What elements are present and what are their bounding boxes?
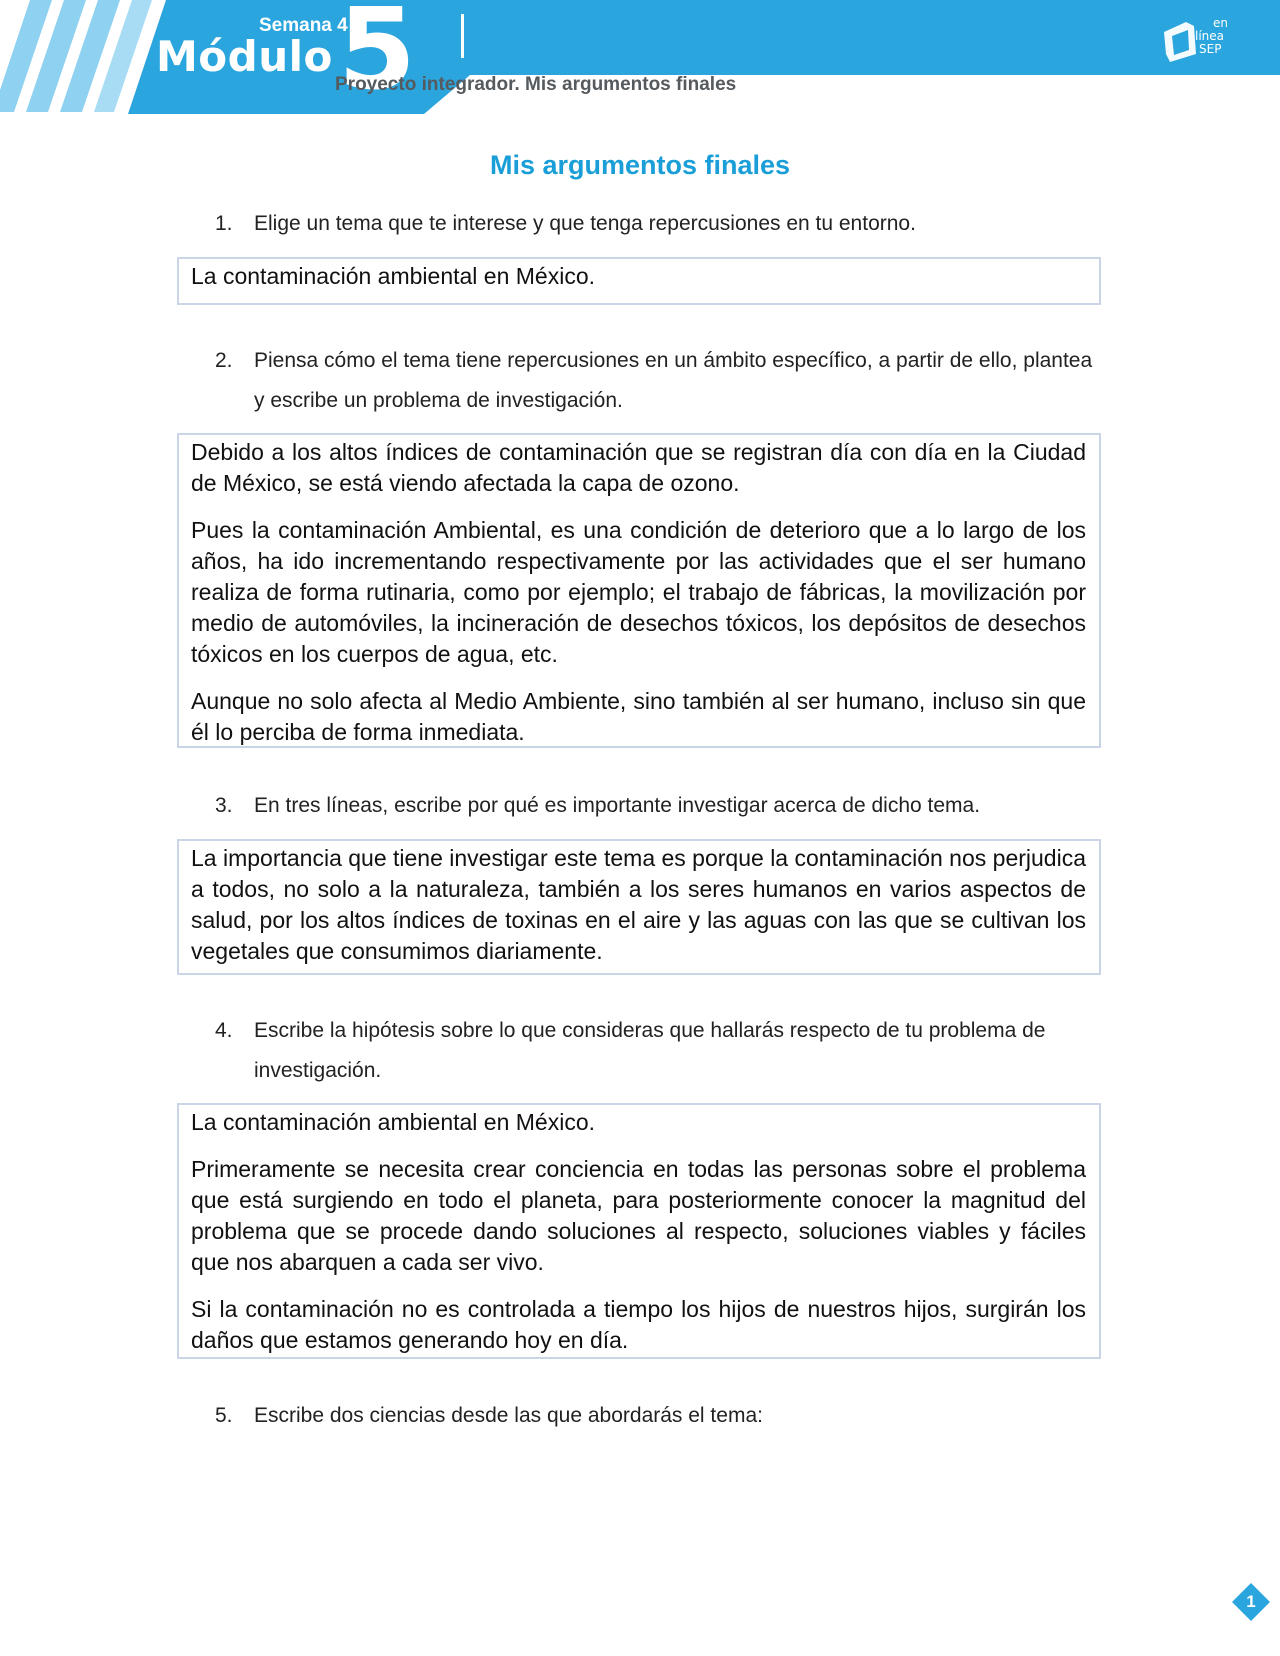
question-5 — [215, 1396, 1105, 1436]
answer-paragraph: Aunque no solo afecta al Medio Ambiente, sino también al ser humano, incluso sin que él lo perciba de forma inmediata. — [191, 688, 1086, 745]
question-number: 3. — [215, 794, 233, 817]
question-2 — [215, 341, 1105, 421]
answer-paragraph: La importancia que tiene investigar este tema es porque la contaminación nos perjudica a todos, no solo a la naturaleza, también a los seres humanos en varios aspectos de salud, por los altos índices de toxinas en el aire y las aguas con las que se cultivan los vegetales que consumimos diariamente. — [191, 845, 1086, 964]
question-text: Elige un tema que te interese y que tenga repercusiones en tu entorno. — [254, 212, 916, 235]
logo-text-line: en — [1213, 16, 1228, 30]
question-text: Escribe la hipótesis sobre lo que consideras que hallarás respecto de tu problema de investigación. — [254, 1019, 1046, 1082]
answer-paragraph: Primeramente se necesita crear conciencia en todas las personas sobre el problema que está surgiendo en todo el planeta, para posteriormente conocer la magnitud del problema que se procede dando soluciones al respecto, soluciones viables y fáciles que nos abarquen a cada ser vivo. — [191, 1156, 1086, 1275]
answer-box-2 — [177, 433, 1101, 748]
question-number: 2. — [215, 349, 233, 372]
question-number: 5. — [215, 1404, 233, 1427]
answer-paragraph: Pues la contaminación Ambiental, es una condición de deterioro que a lo largo de los años, ha ido incrementando respectivamente por las actividades que el ser humano realiza de forma rutinaria, como por ejemplo; el trabajo de fábricas, la movilización por medio de automóviles, la incineración de desechos tóxicos, los depósitos de desechos tóxicos en los cuerpos de agua, etc. — [191, 517, 1086, 667]
answer-paragraph: Si la contaminación no es controlada a tiempo los hijos de nuestros hijos, surgirán los daños que estamos generando hoy en día. — [191, 1296, 1086, 1353]
answer-paragraph: La contaminación ambiental en México. — [191, 263, 596, 289]
logo-text-line: SEP — [1199, 42, 1222, 56]
answer-box-4 — [177, 1103, 1101, 1359]
answer-box-3 — [177, 839, 1101, 975]
answer-paragraph: Debido a los altos índices de contaminación que se registran día con día en la Ciudad de México, se está viendo afectada la capa de ozono. — [191, 439, 1086, 496]
answer-paragraph: La contaminación ambiental en México. — [191, 1109, 596, 1135]
question-text: En tres líneas, escribe por qué es importante investigar acerca de dicho tema. — [254, 794, 981, 817]
logo-text-line: línea — [1195, 29, 1225, 43]
document-title: Mis argumentos finales — [489, 150, 791, 180]
question-4 — [215, 1011, 1105, 1091]
page-number: 1 — [1246, 1592, 1256, 1611]
logo-text — [1195, 17, 1228, 56]
question-3 — [215, 786, 1105, 826]
week-label: Semana 4 — [259, 15, 348, 36]
answer-box-1 — [177, 257, 1101, 305]
header-subtitle: Proyecto integrador. Mis argumentos finales — [335, 74, 737, 95]
question-text: Escribe dos ciencias desde las que abordarás el tema: — [254, 1404, 763, 1427]
module-label: Módulo — [156, 32, 333, 81]
header-divider — [461, 14, 464, 58]
question-number: 1. — [215, 212, 233, 235]
question-text: Piensa cómo el tema tiene repercusiones en un ámbito específico, a partir de ello, plantea y escribe un problema de investigación. — [254, 349, 1093, 412]
page-number-badge — [1226, 1577, 1276, 1627]
page-header — [0, 0, 1280, 118]
module-number: 5 — [338, 0, 416, 115]
question-1 — [215, 204, 1105, 244]
question-number: 4. — [215, 1019, 233, 1042]
